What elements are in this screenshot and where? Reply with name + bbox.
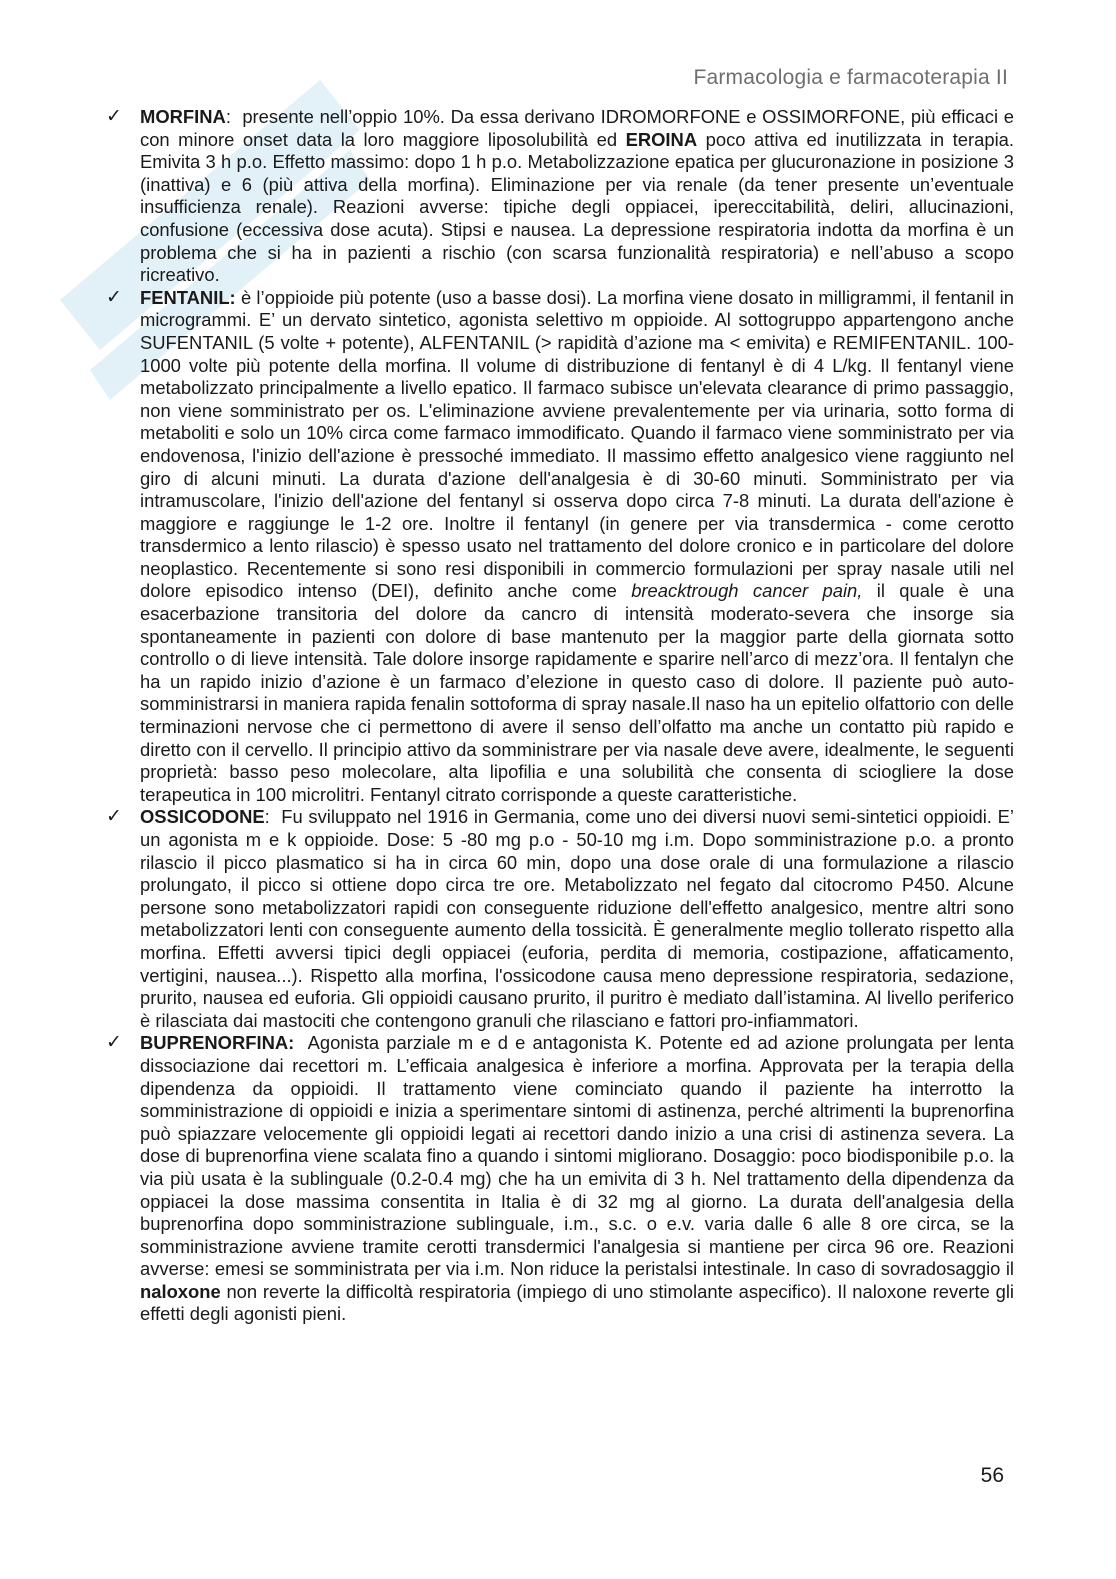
drug-term: MORFINA [140, 106, 226, 127]
item-text [140, 1032, 1014, 1326]
checkmark-icon: ✓ [106, 1032, 122, 1054]
text-run: il quale è una esacerbazione transitoria del dolore da cancro di intensità moderato-severa che insorge sia spontaneamente in pazienti con dolore di base mantenuto per la maggior parte della giornata sotto controllo o di lieve intensità. Tale dolore insorge rapidamente e sparire nell’arco di mezz’ora. Il fentalyn che ha un rapido inizio d’azione è un farmaco d’elezione in questo caso di dolore. Il paziente può auto-somministrarsi in maniera rapida fenalin sottoforma di spray nasale.Il naso ha un epitelio olfattorio con delle terminazioni nervose che ci permettono di avere il senso dell’olfatto ma anche un contatto più rapido e diretto con il cervello. Il principio attivo da somministrare per via nasale deve avere, idealmente, le seguenti proprietà: basso peso molecolare, alta lipofilia e una solubilità che consenta di sciogliere la dose terapeutica in 100 microlitri. Fentanyl citrato corrisponde a queste caratteristiche. [140, 580, 1015, 805]
bold-term: EROINA [625, 128, 698, 150]
bold-term: naloxone [140, 1280, 221, 1302]
drug-term: FENTANIL: [140, 286, 236, 308]
italic-term: breacktrough cancer pain, [631, 580, 863, 602]
text-run: Fu sviluppato nel 1916 in Germania, come uno dei diversi nuovi semi-sintetici oppioidi. E’ un agonista m e k oppioide. Dose: 5 -80 mg p.o - 50-10 mg i.m. Dopo somministrazione p.o. a pronto rilascio il picco plasmatico si ha in circa 60 min, dopo una dose orale di una formulazione a rilascio prolungato, il picco si ottiene dopo circa tre ore. Metabolizzato nel fegato dal citocromo P450. Alcune persone sono metabolizzatori rapidi con conseguente riduzione dell'effetto analgesico, mentre altri sono metabolizzatori lenti con conseguente aumento della tossicità. È generalmente meglio tollerato rispetto alla morfina. Effetti avversi tipici degli oppiacei (euforia, perdita di memoria, costipazione, affaticamento, vertigini, nausea...). Rispetto alla morfina, l'ossicodone causa meno depressione respiratoria, sedazione, prurito, nausea ed euforia. Gli oppioidi causano prurito, il puritro è mediato dall’istamina. Al livello periferico è rilasciata dai mastociti che contengono granuli che rilasciano e fattori pro-infiammatori. [140, 806, 1014, 1031]
checklist-item [106, 106, 1014, 287]
running-header: Farmacologia e farmacoterapia II [693, 66, 1008, 89]
term-separator: : [225, 106, 243, 127]
checklist-item [106, 287, 1014, 807]
checkmark-icon: ✓ [106, 286, 122, 308]
drug-term: BUPRENORFINA: [140, 1032, 295, 1054]
drug-term: OSSICODONE [140, 806, 265, 828]
term-separator [294, 1032, 307, 1053]
item-text [140, 806, 1014, 1032]
checkmark-icon: ✓ [106, 106, 122, 127]
text-run: presente nell’oppio 10%. Da essa derivano IDROMORFONE e OSSIMORFONE, più efficaci e con minore onset data la loro maggiore liposolubilità ed [140, 106, 1014, 150]
text-run: poco attiva ed inutilizzata in terapia. Emivita 3 h p.o. Effetto massimo: dopo 1 h p.o. Metabolizzazione epatica per glucuronazione in posizione 3 (inattiva) e 6 (più attiva della morfina). Eliminazione per via renale (da tener presente un’eventuale insufficienza renale). Reazioni avverse: tipiche degli oppiacei, ipereccitabilità, deliri, allucinazioni, confusione (eccessiva dose acuta). Stipsi e nausea. La depressione respiratoria indotta da morfina è un problema che si ha in pazienti a rischio (con scarsa funzionalità respiratoria) e nell’abuso a scopo ricreativo. [140, 128, 1015, 286]
checklist-item [106, 1032, 1014, 1326]
text-run: non reverte la difficoltà respiratoria (impiego di uno stimolante aspecifico). Il naloxone reverte gli effetti degli agonisti pieni. [140, 1280, 1014, 1325]
text-run: Agonista parziale m e d e antagonista K. Potente ed ad azione prolungata per lenta dissociazione dai recettori m. L’efficaia analgesica è inferiore a morfina. Approvata per la terapia della dipendenza da oppioidi. Il trattamento viene cominciato quando il paziente ha interrotto la somministrazione di oppioidi e inizia a sperimentare sintomi di astinenza, perché altrimenti la buprenorfina può spiazzare velocemente gli oppioidi legati ai recettori dando inizio a una crisi di astinenza severa. La dose di buprenorfina viene scalata fino a quando i sintomi migliorano. Dosaggio: poco biodisponibile p.o. la via più usata è la sublinguale (0.2-0.4 mg) che ha un emivita di 3 h. Nel trattamento della dipendenza da oppiacei la dose massima consentita in Italia è di 32 mg al giorno. La durata dell'analgesia della buprenorfina dopo somministrazione sublinguale, i.m., s.c. o e.v. varia dalle 6 alle 8 ore circa, se la somministrazione avviene tramite cerotti transdermici l'analgesia si mantiene per circa 96 ore. Reazioni avverse: emesi se somministrata per via i.m. Non riduce la peristalsi intestinale. In caso di sovradosaggio il [140, 1032, 1014, 1280]
checklist-item [106, 806, 1014, 1032]
term-separator: : [264, 806, 282, 828]
page-number: 56 [980, 1464, 1004, 1487]
item-text [140, 287, 1014, 807]
checkmark-icon: ✓ [106, 806, 122, 828]
item-text [140, 106, 1014, 287]
document-body [106, 106, 1014, 1326]
text-run: è l’oppioide più potente (uso a basse dosi). La morfina viene dosato in milligrammi, il fentanil in microgrammi. E’ un dervato sintetico, agonista selettivo m oppioide. Al sottogruppo appartengono anche SUFENTANIL (5 volte + potente), ALFENTANIL (> rapidità d’azione ma < emivita) e REMIFENTANIL. 100- 1000 volte più potente della morfina. Il volume di distribuzione di fentanyl è di 4 L/kg. Il fentanyl viene metabolizzato principalmente a livello epatico. Il farmaco subisce un'elevata clearance di primo passaggio, non viene somministrato per os. L'eliminazione avviene prevalentemente per via urinaria, sotto forma di metaboliti e solo un 10% circa come farmaco immodificato. Quando il farmaco viene somministrato per via endovenosa, l'inizio dell'azione è pressoché immediato. Il massimo effetto analgesico viene raggiunto nel giro di alcuni minuti. La durata d'azione dell'analgesia è di 30-60 minuti. Somministrato per via intramuscolare, l'inizio dell'azione del fentanyl si osserva dopo circa 7-8 minuti. La durata dell'azione è maggiore e raggiunge le 1-2 ore. Inoltre il fentanyl (in genere per via transdermica - come cerotto transdermico a lento rilascio) è spesso usato nel trattamento del dolore cronico e in particolare del dolore neoplastico. Recentemente si sono resi disponibili in commercio formulazioni per spray nasale utili nel dolore episodico intenso (DEI), definito anche come [140, 286, 1014, 602]
